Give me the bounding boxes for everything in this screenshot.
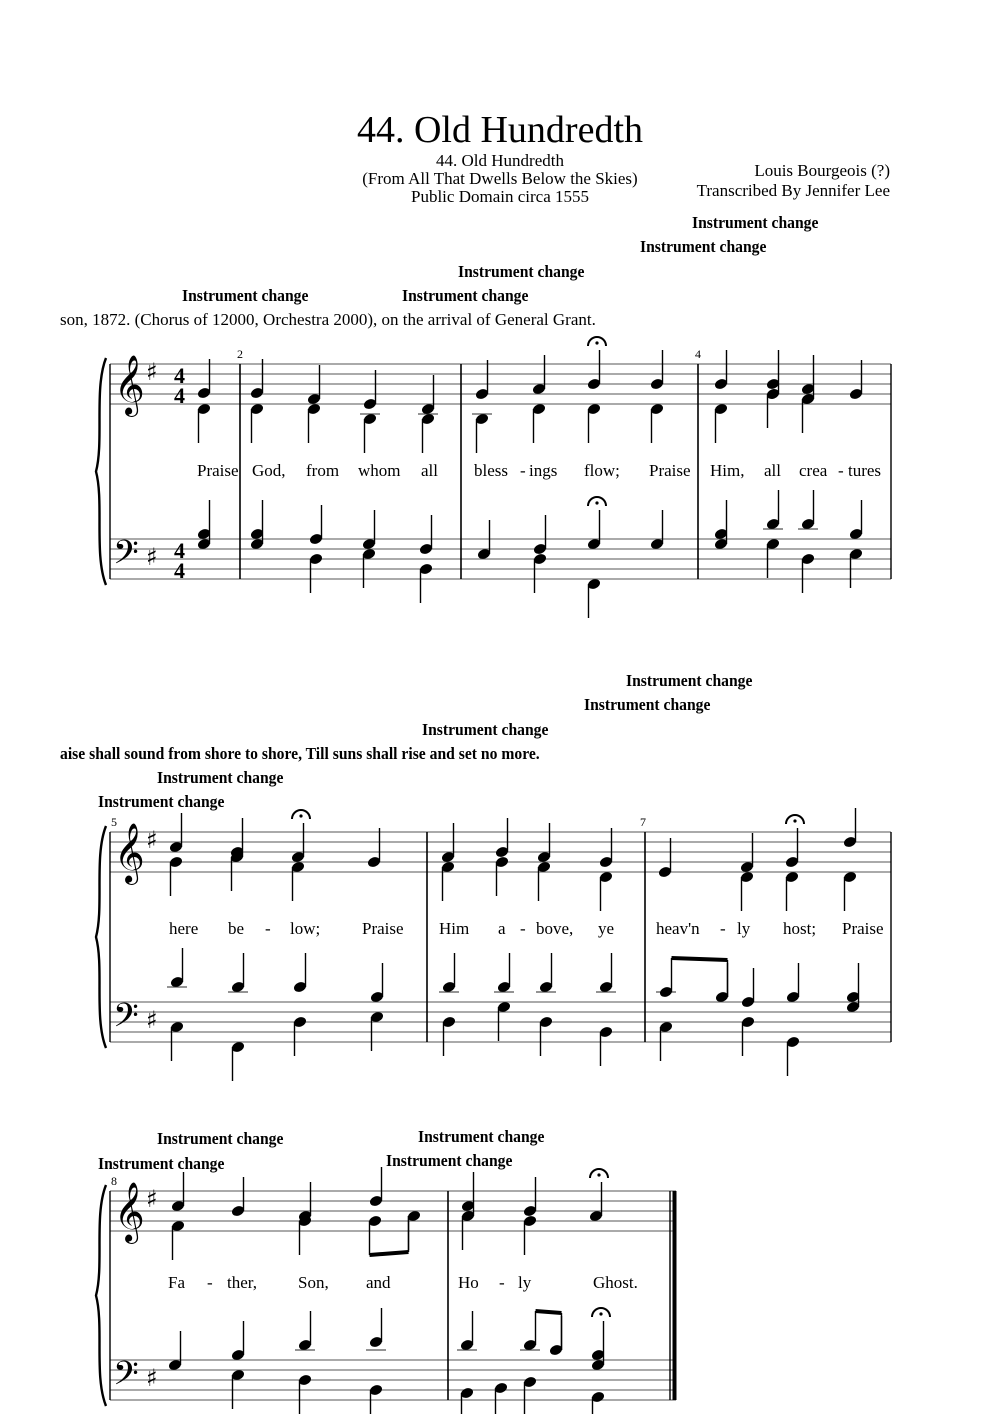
lyric-syllable: Ghost. — [593, 1273, 638, 1292]
lyric-syllable: Him, — [710, 461, 745, 480]
lyric-syllable: - — [265, 919, 271, 938]
subtitle-line: 44. Old Hundredth — [436, 151, 564, 170]
svg-text:4: 4 — [174, 363, 185, 388]
subtitle-line: (From All That Dwells Below the Skies) — [362, 169, 638, 188]
lyric-syllable: ther, — [227, 1273, 257, 1292]
lyric-syllable: and — [366, 1273, 391, 1292]
treble-clef-icon: 𝄞 — [114, 355, 145, 415]
lyric-syllable: Son, — [298, 1273, 329, 1292]
measure-number: 5 — [111, 815, 117, 829]
bass-clef-icon: 𝄢 — [113, 534, 139, 580]
instrument-change-label: Instrument change — [402, 286, 529, 305]
lyric-syllable: God, — [252, 461, 286, 480]
page-title: 44. Old Hundredth — [356, 109, 644, 151]
instrument-change-label: Instrument change — [98, 792, 225, 811]
lyric-syllable: be — [228, 919, 245, 938]
subtitle-line: Public Domain circa 1555 — [411, 187, 589, 206]
instrument-change-label: Instrument change — [157, 768, 284, 787]
lyric-syllable: ye — [598, 919, 615, 938]
sharp-icon: ♯ — [146, 1006, 158, 1034]
instrument-change-label: Instrument change — [458, 262, 585, 281]
instrument-change-label: Instrument change — [182, 286, 309, 305]
instrument-change-label: Instrument change — [157, 1129, 284, 1148]
treble-clef-icon: 𝄞 — [114, 1182, 145, 1242]
measure-number: 8 — [111, 1174, 117, 1188]
verse-text-line: son, 1872. (Chorus of 12000, Orchestra 2000), on the arrival of General Grant. — [60, 310, 596, 329]
lyric-syllable: flow; — [584, 461, 620, 480]
sharp-icon: ♯ — [146, 1364, 158, 1392]
svg-text:4: 4 — [174, 383, 185, 408]
lyric-syllable: - — [520, 919, 526, 938]
lyric-syllable: ly — [518, 1273, 532, 1292]
lyric-syllable: here — [169, 919, 199, 938]
lyric-syllable: - — [838, 461, 844, 480]
system-2 — [96, 808, 891, 1081]
lyric-syllable: - — [520, 461, 526, 480]
lyric-syllable: bove, — [536, 919, 574, 938]
measure-number: 4 — [695, 347, 701, 361]
lyric-syllable: - — [207, 1273, 213, 1292]
lyric-syllable: Praise — [197, 461, 239, 480]
lyric-syllable: tures — [848, 461, 882, 480]
sharp-icon: ♯ — [146, 543, 158, 571]
bass-clef-icon: 𝄢 — [113, 1355, 139, 1401]
lyric-syllable: - — [720, 919, 726, 938]
lyric-syllable: a — [498, 919, 506, 938]
svg-text:4: 4 — [174, 538, 185, 563]
instrument-change-label: Instrument change — [584, 695, 711, 714]
lyric-syllable: low; — [290, 919, 321, 938]
lyric-syllable: Praise — [842, 919, 884, 938]
system-1 — [96, 337, 891, 618]
lyric-syllable: host; — [783, 919, 817, 938]
instrument-change-label: Instrument change — [98, 1154, 225, 1173]
system-3 — [96, 1167, 676, 1414]
lyric-syllable: Praise — [649, 461, 691, 480]
lyric-syllable: crea — [799, 461, 828, 480]
svg-text:4: 4 — [174, 558, 185, 583]
sharp-icon: ♯ — [146, 826, 158, 854]
measure-number: 7 — [640, 815, 646, 829]
lyric-syllable: ly — [737, 919, 751, 938]
measure-number: 2 — [237, 347, 243, 361]
treble-clef-icon: 𝄞 — [114, 823, 145, 883]
instrument-change-label: Instrument change — [422, 720, 549, 739]
bass-clef-icon: 𝄢 — [113, 997, 139, 1043]
sharp-icon: ♯ — [146, 358, 158, 386]
instrument-change-label: Instrument change — [386, 1151, 513, 1170]
lyric-syllable: whom — [358, 461, 401, 480]
lyric-syllable: Him — [439, 919, 470, 938]
lyric-syllable: bless — [474, 461, 508, 480]
instrument-change-label: Instrument change — [418, 1127, 545, 1146]
transcriber: Transcribed By Jennifer Lee — [696, 181, 890, 200]
instrument-change-label: Instrument change — [692, 213, 819, 232]
sharp-icon: ♯ — [146, 1185, 158, 1213]
instrument-change-label: Instrument change — [640, 237, 767, 256]
instrument-change-label: Instrument change — [626, 671, 753, 690]
verse-text-line: aise shall sound from shore to shore, Till suns shall rise and set no more. — [60, 744, 540, 763]
lyric-syllable: ings — [529, 461, 558, 480]
lyric-syllable: all — [421, 461, 438, 480]
lyric-syllable: Fa — [168, 1273, 185, 1292]
lyric-syllable: Praise — [362, 919, 404, 938]
lyric-syllable: all — [764, 461, 781, 480]
composer-name: Louis Bourgeois (?) — [754, 161, 890, 180]
lyric-syllable: from — [306, 461, 340, 480]
lyric-syllable: - — [499, 1273, 505, 1292]
lyric-syllable: heav'n — [656, 919, 700, 938]
lyric-syllable: Ho — [458, 1273, 479, 1292]
